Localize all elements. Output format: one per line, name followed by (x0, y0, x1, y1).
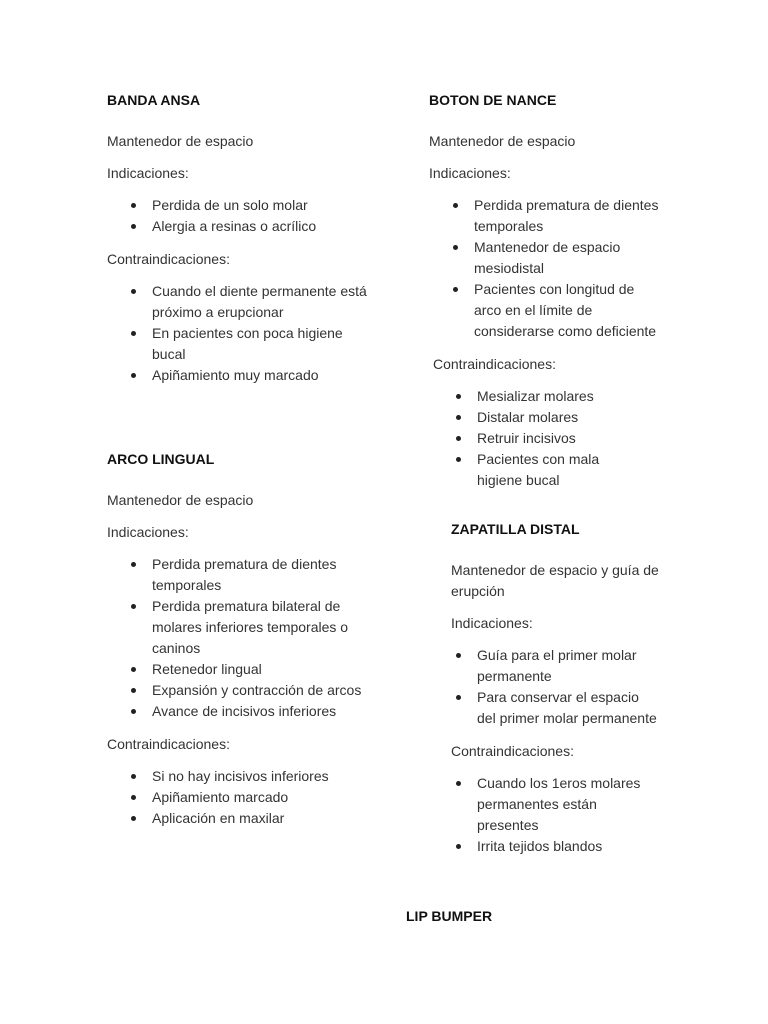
section-banda-ansa (107, 91, 367, 398)
list-item: Cuando los 1eros molares permanentes están presentes (477, 773, 662, 836)
list-item: Si no hay incisivos inferiores (152, 766, 367, 787)
list-item: Pacientes con longitud de arco en el límite de considerarse como deficiente (474, 279, 659, 342)
section-title: BOTON DE NANCE (429, 92, 557, 108)
section-title: ZAPATILLA DISTAL (451, 521, 580, 537)
list-item: Irrita tejidos blandos (477, 836, 662, 857)
contraindicaciones-list (451, 773, 662, 857)
list-item: Retenedor lingual (152, 659, 362, 680)
section-boton-de-nance (429, 91, 669, 503)
list-item: Mesializar molares (477, 386, 627, 407)
list-item: Aplicación en maxilar (152, 808, 367, 829)
section-zapatilla-distal (451, 520, 671, 869)
section-subtitle: Mantenedor de espacio (107, 133, 254, 149)
list-item: Retruir incisivos (477, 428, 627, 449)
list-item: Perdida prematura de dientes temporales (474, 195, 659, 237)
list-item: Perdida prematura de dientes temporales (152, 554, 362, 596)
section-title: ARCO LINGUAL (107, 451, 215, 467)
indicaciones-list (107, 195, 367, 237)
section-title: LIP BUMPER (406, 908, 493, 924)
list-item: Perdida de un solo molar (152, 195, 367, 216)
section-subtitle: Mantenedor de espacio (429, 133, 576, 149)
list-item: Pacientes con mala higiene bucal (477, 449, 627, 491)
indicaciones-list (429, 195, 659, 342)
indicaciones-label: Indicaciones: (429, 165, 511, 181)
list-item: Guía para el primer molar permanente (477, 645, 657, 687)
section-title: BANDA ANSA (107, 92, 201, 108)
list-item: Para conservar el espacio del primer molar permanente (477, 687, 657, 729)
contraindicaciones-label: Contraindicaciones: (107, 736, 230, 752)
indicaciones-label: Indicaciones: (107, 524, 189, 540)
list-item: Alergia a resinas o acrílico (152, 216, 367, 237)
list-item: En pacientes con poca higiene bucal (152, 323, 367, 365)
contraindicaciones-label: Contraindicaciones: (107, 251, 230, 267)
section-subtitle: Mantenedor de espacio y guía de erupción (451, 562, 659, 599)
section-subtitle: Mantenedor de espacio (107, 492, 254, 508)
section-lip-bumper (406, 907, 606, 947)
contraindicaciones-label: Contraindicaciones: (451, 743, 574, 759)
list-item: Avance de incisivos inferiores (152, 701, 362, 722)
contraindicaciones-list (429, 386, 627, 491)
list-item: Expansión y contracción de arcos (152, 680, 362, 701)
indicaciones-label: Indicaciones: (107, 165, 189, 181)
list-item: Distalar molares (477, 407, 627, 428)
indicaciones-list (107, 554, 362, 722)
list-item: Apiñamiento marcado (152, 787, 367, 808)
contraindicaciones-list (107, 766, 367, 829)
indicaciones-label: Indicaciones: (451, 615, 533, 631)
section-arco-lingual (107, 450, 367, 841)
list-item: Perdida prematura bilateral de molares inferiores temporales o caninos (152, 596, 362, 659)
list-item: Cuando el diente permanente está próximo a erupcionar (152, 281, 367, 323)
list-item: Mantenedor de espacio mesiodistal (474, 237, 659, 279)
indicaciones-list (451, 645, 657, 729)
list-item: Apiñamiento muy marcado (152, 365, 367, 386)
contraindicaciones-list (107, 281, 367, 386)
contraindicaciones-label: Contraindicaciones: (433, 356, 556, 372)
